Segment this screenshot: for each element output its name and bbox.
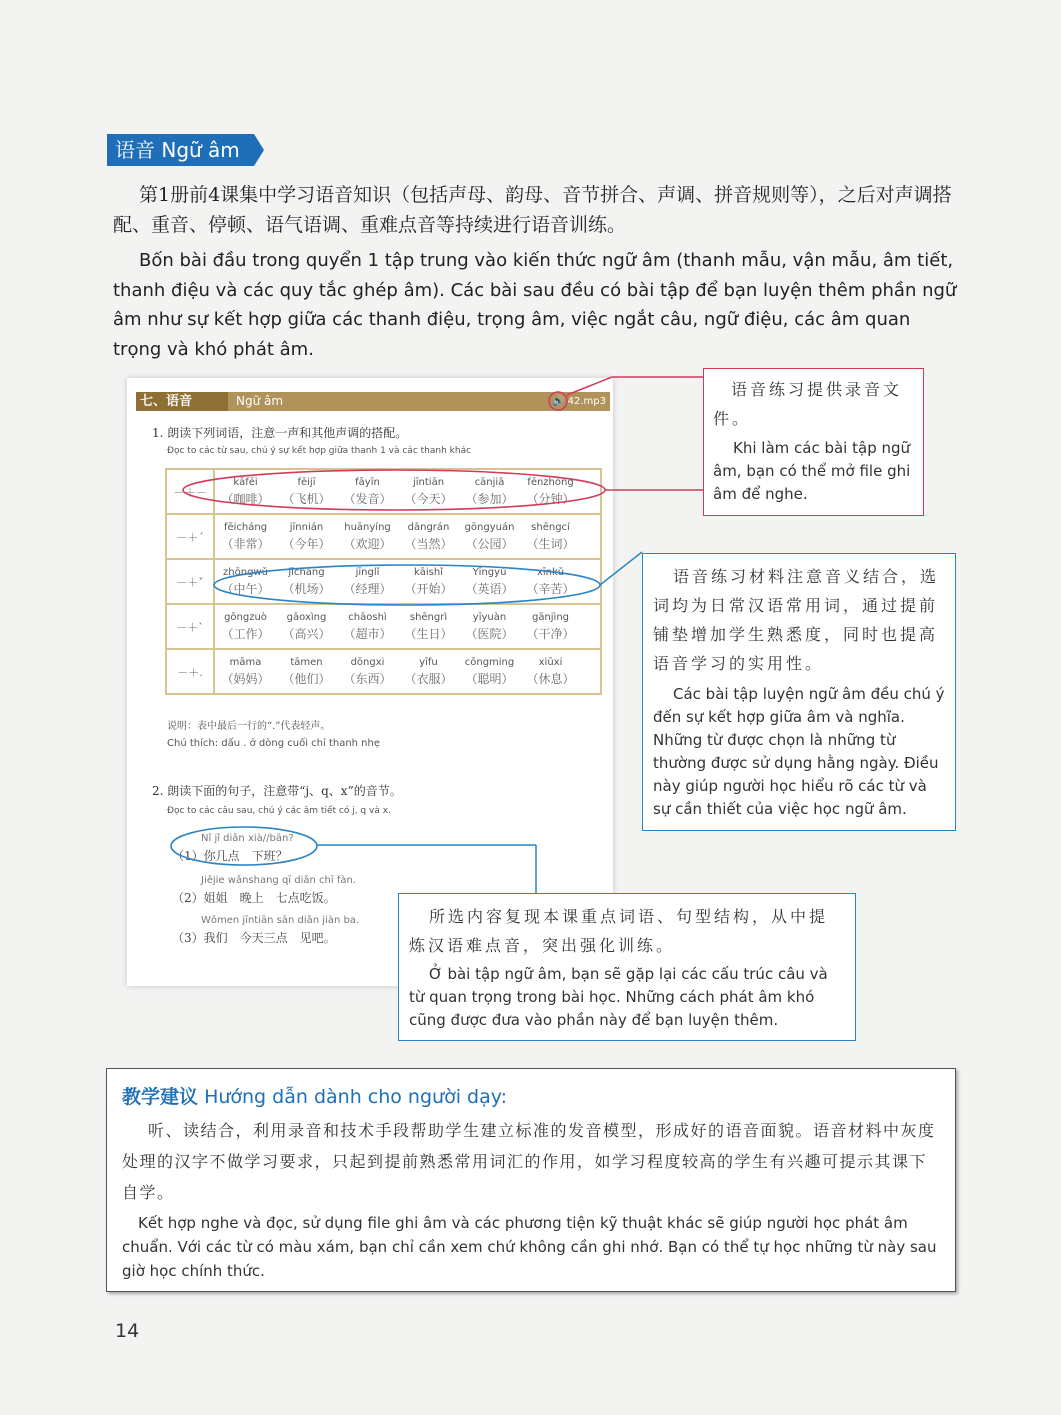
word-hanzi: （发音） bbox=[343, 491, 392, 506]
word-hanzi: （生词） bbox=[526, 536, 575, 551]
tone-pattern: －＋ˋ bbox=[166, 604, 214, 649]
word-hanzi: （飞机） bbox=[282, 491, 331, 506]
word-hanzi: （机场） bbox=[282, 581, 331, 596]
teaching-vi: Kết hợp nghe và đọc, sử dụng file ghi âm và các phương tiện kỹ thuật khác sẽ giúp người học phát âm chuẩn. Với các từ có màu xám, bạn chỉ cần xem chứ không cần ghi nhớ. Bạn có thể tự học những từ này sau giờ học chính thức. bbox=[122, 1214, 937, 1280]
word-pinyin: jīntiān bbox=[412, 476, 445, 488]
speaker-icon: 🔊 bbox=[552, 396, 568, 407]
word-pinyin: jīnnián bbox=[289, 521, 324, 533]
callout-sentences-vi: Ở bài tập ngữ âm, bạn sẽ gặp lại các cấu trúc câu và từ quan trọng trong bài học. Những cách phát âm khó cũng được đưa vào phần này để bạn luyện thêm. bbox=[409, 965, 828, 1029]
word-hanzi: （开始） bbox=[404, 581, 453, 596]
callout-sentences bbox=[398, 893, 856, 1041]
word-pinyin: yīfu bbox=[419, 656, 438, 668]
word-pinyin: gāoxìng bbox=[286, 611, 327, 623]
tone-pattern: －＋. bbox=[166, 649, 214, 694]
callout-words bbox=[642, 553, 956, 831]
word-pinyin: dōngxi bbox=[350, 656, 385, 668]
word-pinyin: yīyuàn bbox=[472, 611, 507, 623]
word-hanzi: （欢迎） bbox=[343, 536, 392, 551]
word-hanzi: （东西） bbox=[343, 671, 392, 686]
teaching-cn: 听、读结合，利用录音和技术手段帮助学生建立标准的发音模型，形成好的语音面貌。语音材料中灰度处理的汉字不做学习要求，只起到提前熟悉常用词汇的作用，如学习程度较高的学生有兴趣可提示其课下自学。 bbox=[122, 1121, 936, 1202]
word-hanzi: （医院） bbox=[465, 626, 514, 641]
word-hanzi: （参加） bbox=[465, 491, 514, 506]
callout-audio-vi: Khi làm các bài tập ngữ âm, bạn có thể mở file ghi âm để nghe. bbox=[713, 439, 911, 503]
question-2-title: 2. 朗读下面的句子，注意带“j、q、x”的音节。 bbox=[152, 784, 402, 798]
word-hanzi: （今天） bbox=[404, 491, 453, 506]
row3-highlight-ellipse bbox=[214, 565, 600, 605]
callout-words-vi: Các bài tập luyện ngữ âm đều chú ý đến sự kết hợp giữa âm và nghĩa. Những từ được chọn là những từ thường được sử dụng hằng ngày. Điều này giúp người học hiểu rõ các từ và sự cần thiết của việc học ngữ âm. bbox=[653, 685, 945, 818]
audio-file-label: 🔊 42.mp3 bbox=[552, 396, 606, 407]
audio-connector-line bbox=[567, 377, 612, 395]
excerpt-header-cn: 七、语音 bbox=[136, 392, 228, 411]
word-hanzi: （今年） bbox=[282, 536, 331, 551]
word-pinyin: kāfēi bbox=[233, 476, 258, 488]
sentence-2-pinyin: Jiějie wǎnshang qī diǎn chī fàn. bbox=[201, 875, 356, 886]
word-pinyin: huānyíng bbox=[344, 521, 391, 533]
word-hanzi: （超市） bbox=[343, 626, 392, 641]
callout-audio bbox=[703, 368, 924, 516]
word-pinyin: cānjiā bbox=[474, 476, 505, 488]
word-hanzi: （生日） bbox=[404, 626, 453, 641]
word-pinyin: kāishǐ bbox=[413, 566, 444, 578]
word-hanzi: （干净） bbox=[526, 626, 575, 641]
word-hanzi: （英语） bbox=[465, 581, 514, 596]
word-pinyin: shēngrì bbox=[409, 611, 448, 623]
word-hanzi: （休息） bbox=[526, 671, 575, 686]
word-pinyin: tāmen bbox=[290, 656, 323, 668]
word-hanzi: （高兴） bbox=[282, 626, 331, 641]
word-pinyin: xīnkǔ bbox=[536, 566, 565, 578]
word-pinyin: jīnglǐ bbox=[355, 566, 380, 578]
word-pinyin: Yīngyǔ bbox=[472, 566, 507, 578]
section-tag: 语音 Ngữ âm bbox=[107, 134, 254, 166]
sentence-3-pinyin: Wǒmen jīntiān sān diǎn jiàn ba. bbox=[201, 915, 360, 926]
word-pinyin: fēicháng bbox=[223, 521, 268, 533]
sentence1-highlight-ellipse bbox=[171, 827, 317, 865]
word-pinyin: cōngming bbox=[464, 656, 515, 668]
word-pinyin: dāngrán bbox=[407, 521, 450, 533]
tone-pattern: －＋ˊ bbox=[166, 514, 214, 559]
sentence-1-pinyin: Nǐ jǐ diǎn xià//bān? bbox=[201, 833, 294, 844]
word-pinyin: zhōngwǔ bbox=[223, 566, 268, 578]
word-hanzi: （工作） bbox=[221, 626, 270, 641]
teaching-title-vi: Hướng dẫn dành cho người dạy: bbox=[204, 1086, 507, 1108]
word-hanzi: （经理） bbox=[343, 581, 392, 596]
audio-highlight-circle bbox=[549, 392, 567, 410]
callout-words-cn: 语音练习材料注意音义结合，选词均为日常汉语常用词，通过提前铺垫增加学生熟悉度，同时也提高语音学习的实用性。 bbox=[653, 567, 940, 673]
word-pinyin: gōngyuán bbox=[464, 521, 515, 533]
word-pinyin: shēngcí bbox=[531, 521, 570, 533]
callout-audio-cn: 语音练习提供录音文件。 bbox=[713, 380, 903, 428]
page-number: 14 bbox=[115, 1320, 140, 1342]
word-hanzi: （分钟） bbox=[526, 491, 575, 506]
word-pinyin: chāoshì bbox=[348, 611, 387, 623]
word-hanzi: （聪明） bbox=[465, 671, 514, 686]
word-pinyin: fēnzhōng bbox=[527, 476, 574, 488]
word-pinyin: gōngzuò bbox=[224, 611, 267, 623]
word-hanzi: （他们） bbox=[282, 671, 331, 686]
word-hanzi: （衣服） bbox=[404, 671, 453, 686]
table-note-cn: 说明：表中最后一行的“.”代表轻声。 bbox=[167, 721, 331, 732]
word-pinyin: fēijī bbox=[297, 476, 316, 488]
callout-sentences-cn: 所选内容复现本课重点词语、句型结构，从中提炼汉语难点音，突出强化训练。 bbox=[409, 907, 829, 955]
word-hanzi: （当然） bbox=[404, 536, 453, 551]
word-pinyin: fāyīn bbox=[355, 476, 380, 488]
teaching-title-cn: 教学建议 bbox=[122, 1086, 199, 1108]
excerpt-header-vi: Ngữ âm bbox=[236, 394, 284, 408]
tone-pattern: －＋－ bbox=[166, 469, 214, 514]
sentence-2-hanzi: （2）姐姐 晚上 七点吃饭。 bbox=[172, 891, 336, 905]
word-hanzi: （妈妈） bbox=[221, 671, 270, 686]
word-hanzi: （公园） bbox=[465, 536, 514, 551]
question-2-subtitle: Đọc to các câu sau, chú ý các âm tiết có j, q và x. bbox=[167, 806, 391, 816]
row3-connector-line bbox=[600, 552, 642, 585]
word-hanzi: （咖啡） bbox=[221, 491, 270, 506]
table-note-vi: Chú thích: dấu . ở dòng cuối chỉ thanh nhẹ bbox=[167, 738, 381, 749]
word-hanzi: （中午） bbox=[221, 581, 270, 596]
word-pinyin: xiūxi bbox=[538, 656, 563, 668]
sentence-3-hanzi: （3）我们 今天三点 见吧。 bbox=[172, 931, 336, 945]
word-hanzi: （辛苦） bbox=[526, 581, 575, 596]
intro-chinese: 第1册前4课集中学习语音知识（包括声母、韵母、音节拼合、声调、拼音规则等），之后对声调搭配、重音、停顿、语气语调、重难点音等持续进行语音训练。 bbox=[113, 184, 952, 236]
question-1-title: 1. 朗读下列词语，注意一声和其他声调的搭配。 bbox=[152, 426, 408, 440]
intro-vietnamese: Bốn bài đầu trong quyển 1 tập trung vào kiến thức ngữ âm (thanh mẫu, vận mẫu, âm tiết, thanh điệu và các quy tắc ghép âm). Các bài sau đều có bài tập để bạn luyện thêm phần ngữ âm như sự kết hợp giữa các thanh điệu, trọng âm, việc ngắt câu, ngữ điệu, các âm quan trọng và khó phát âm. bbox=[113, 250, 957, 360]
word-pinyin: jīchǎng bbox=[288, 566, 325, 578]
word-pinyin: māma bbox=[229, 656, 262, 668]
word-pinyin: gānjìng bbox=[531, 611, 570, 623]
question-1-subtitle: Đọc to các từ sau, chú ý sự kết hợp giữa thanh 1 và các thanh khác bbox=[167, 446, 472, 456]
word-hanzi: （非常） bbox=[221, 536, 270, 551]
sentence-1-hanzi: （1）你几点 下班？ bbox=[172, 849, 288, 863]
row1-highlight-ellipse bbox=[183, 470, 605, 510]
teaching-title bbox=[122, 1082, 507, 1109]
tone-pattern: －＋ˇ bbox=[166, 559, 214, 604]
